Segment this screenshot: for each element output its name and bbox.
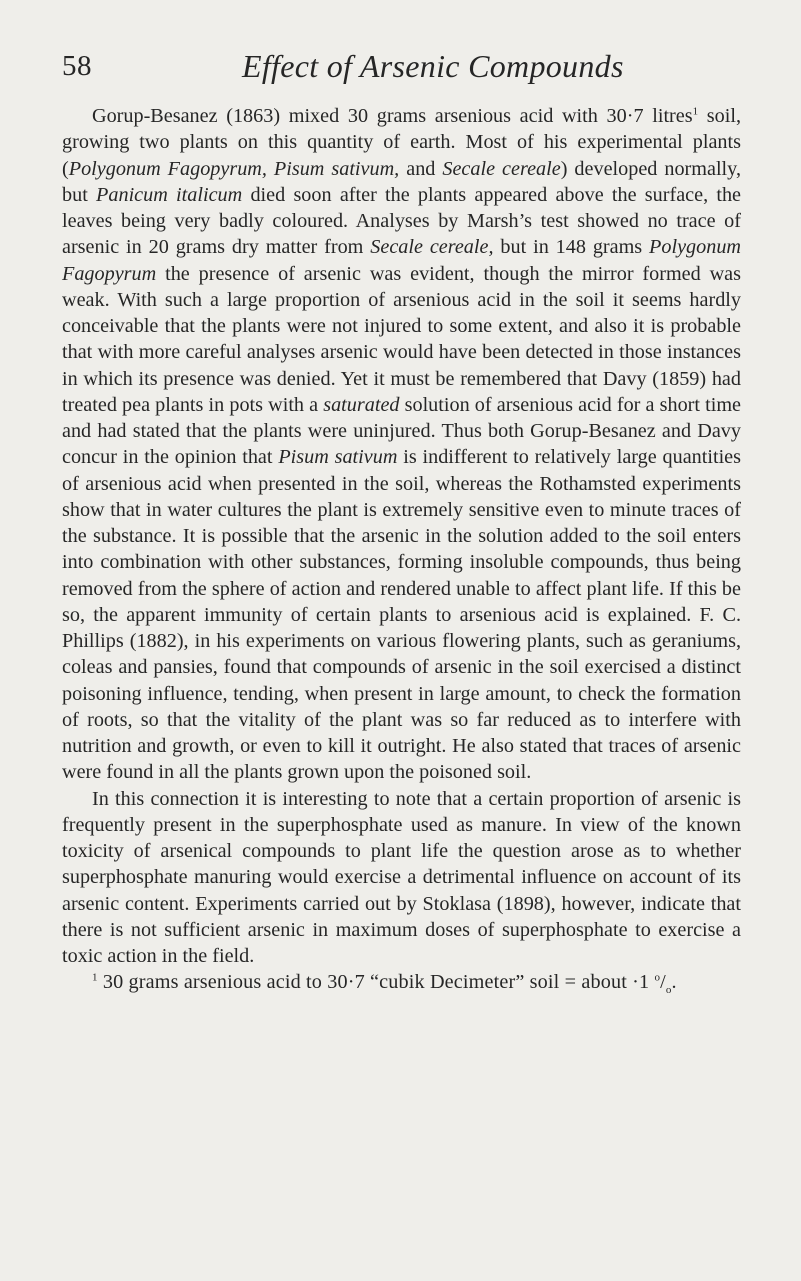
- text-run: the presence of arsenic was evident, though the mirror formed was weak. With such a large proportion of arsenious acid in the soil it seems hardly conceivable that the plants were not injured to some extent, and also it is probable that with more careful analyses arsenic would have been detected in those instances in which its presence was denied. Yet it must be remembered that Davy (1859) had treated pea plants in pots with a: [62, 262, 741, 416]
- text-run: Gorup-Besanez (1863) mixed 30 grams arsenious acid with 30·7 litres: [92, 105, 693, 127]
- paragraph: [62, 103, 741, 786]
- text-run: but in 148 grams: [493, 236, 650, 259]
- species-name: Pisum sativum: [278, 446, 398, 469]
- footnote-end: .: [671, 971, 677, 994]
- emphasis: saturated: [323, 393, 400, 416]
- species-name: Polygonum Fagopyrum, Pisum sativum,: [68, 157, 400, 180]
- percent-mark: o: [665, 984, 672, 997]
- footnote-text: 30 grams arsenious acid to 30·7 “cubik Decimeter” soil = about ·1: [97, 971, 655, 994]
- species-name: Secale cereale: [442, 157, 561, 180]
- running-head: [62, 44, 742, 88]
- percent-slash: /: [660, 971, 666, 994]
- body-text: [62, 103, 741, 996]
- text-run: and: [399, 157, 443, 180]
- paragraph: In this connection it is interesting to note that a certain proportion of arsenic is frequently present in the superphosphate used as manure. In view of the known toxicity of arsenical compounds to plant life the question arose as to whether superphosphate manuring would exercise a detrimental influence on account of its arsenic content. Experiments carried out by Stoklasa (1898), however, indicate that there is not sufficient arsenic in maximum doses of superphosphate to exercise a toxic action in the field.: [62, 787, 741, 967]
- running-title: Effect of Arsenic Compounds: [242, 48, 624, 84]
- footnote-mark: 1: [92, 971, 98, 984]
- text-run: solution of arsenious acid for a short time and had stated that the plants were uninjured. Thus both Gorup-Besanez and Davy concur in the opinion that: [62, 393, 741, 469]
- text-run: soil, growing two plants on this quantity of earth. Most of his experimental plants (: [62, 105, 741, 180]
- text-run: is indifferent to relatively large quantities of arsenious acid when presented in the soil, whereas the Rothamsted experiments show that in water cultures the plant is extremely sensitive even to minute traces of the substance. It is possible that the arsenic in the solution added to the soil enters into combination with other substances, forming insoluble compounds, thus being removed from the sphere of action and rendered unable to affect plant life. If this be so, the apparent immunity of certain plants to arsenious acid is explained. F. C. Phillips (1882), in his experiments on various flowering plants, such as geraniums, coleas and pansies, found that compounds of arsenic in the soil exercised a distinct poisoning influence, tending, when present in large amount, to check the formation of roots, so that the vitality of the plant was so far reduced as to interfere with nutrition and growth, or even to kill it outright. He also stated that traces of arsenic were found in all the plants grown upon the poisoned soil.: [62, 446, 742, 784]
- percent-mark: o: [654, 971, 661, 984]
- footnote-reference: 1: [692, 105, 699, 118]
- species-name: Polygonum Fagopyrum: [62, 236, 741, 285]
- footnote: [62, 969, 741, 995]
- text-run: died soon after the plants appeared above the surface, the leaves being very badly coloured. Analyses by Marsh’s test showed no trace of arsenic in 20 grams dry matter from: [62, 183, 742, 259]
- species-name: Secale cereale,: [370, 236, 494, 259]
- text-run: ) developed normally, but: [62, 157, 741, 206]
- page-number: 58: [62, 50, 92, 82]
- species-name: Panicum italicum: [96, 183, 243, 206]
